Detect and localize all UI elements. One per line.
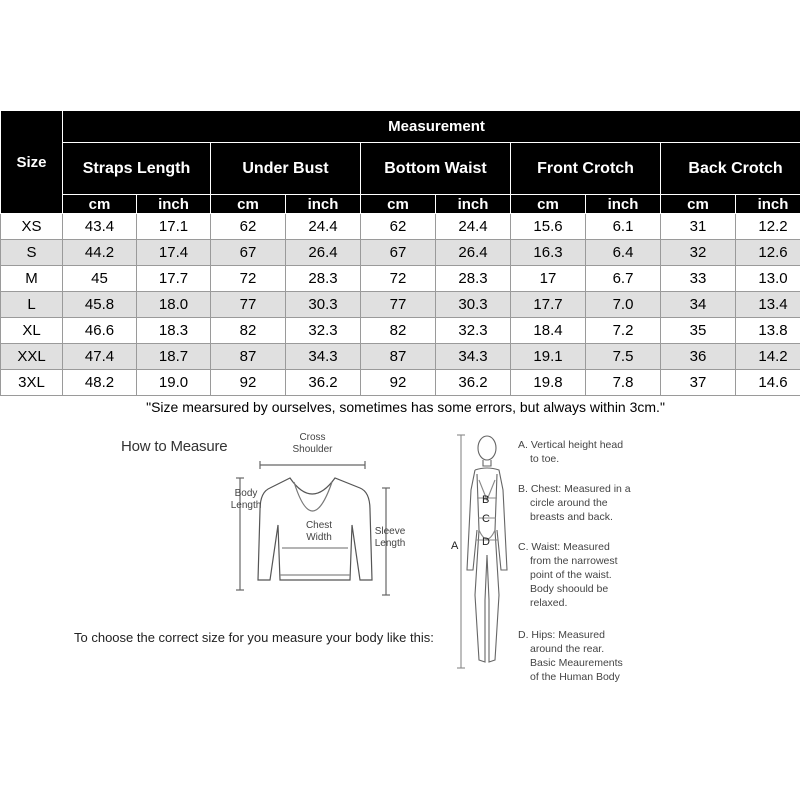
value-cell: 13.4 bbox=[736, 292, 800, 318]
size-cell: S bbox=[1, 240, 63, 266]
value-cell: 7.8 bbox=[586, 370, 661, 396]
value-cell: 45 bbox=[63, 266, 137, 292]
value-cell: 34 bbox=[661, 292, 736, 318]
cross-shoulder-label: Cross Shoulder bbox=[292, 432, 333, 455]
value-cell: 62 bbox=[211, 214, 286, 240]
value-cell: 17.7 bbox=[137, 266, 211, 292]
value-cell: 26.4 bbox=[436, 240, 511, 266]
measurement-note: "Size mearsured by ourselves, sometimes has some errors, but always within 3cm." bbox=[1, 396, 800, 418]
value-cell: 17.7 bbox=[511, 292, 586, 318]
unit-inch-header: inch bbox=[436, 195, 511, 214]
table-row bbox=[1, 370, 800, 396]
table-row bbox=[1, 240, 800, 266]
value-cell: 45.8 bbox=[63, 292, 137, 318]
value-cell: 92 bbox=[211, 370, 286, 396]
unit-cm-header: cm bbox=[63, 195, 137, 214]
value-cell: 6.4 bbox=[586, 240, 661, 266]
value-cell: 14.6 bbox=[736, 370, 800, 396]
unit-inch-header: inch bbox=[586, 195, 661, 214]
value-cell: 6.1 bbox=[586, 214, 661, 240]
value-cell: 12.6 bbox=[736, 240, 800, 266]
value-cell: 92 bbox=[361, 370, 436, 396]
legend-a: A. Vertical height head to toe. bbox=[518, 439, 624, 465]
size-chart-table bbox=[0, 110, 800, 418]
chest-width-label: Chest Width bbox=[305, 520, 333, 543]
unit-cm-header: cm bbox=[211, 195, 286, 214]
value-cell: 46.6 bbox=[63, 318, 137, 344]
value-cell: 67 bbox=[361, 240, 436, 266]
value-cell: 24.4 bbox=[436, 214, 511, 240]
value-cell: 32.3 bbox=[436, 318, 511, 344]
size-cell: XS bbox=[1, 214, 63, 240]
figure-letter-c: C bbox=[482, 513, 490, 525]
value-cell: 82 bbox=[211, 318, 286, 344]
unit-inch-header: inch bbox=[736, 195, 800, 214]
value-cell: 36.2 bbox=[436, 370, 511, 396]
value-cell: 62 bbox=[361, 214, 436, 240]
body-figure-illustration bbox=[445, 430, 525, 680]
value-cell: 19.0 bbox=[137, 370, 211, 396]
value-cell: 87 bbox=[361, 344, 436, 370]
value-cell: 77 bbox=[361, 292, 436, 318]
value-cell: 32.3 bbox=[286, 318, 361, 344]
legend-c: C. Waist: Measured from the narrowest point of the waist. Body shoould be relaxed. bbox=[518, 541, 618, 609]
figure-letter-b: B bbox=[482, 494, 490, 506]
value-cell: 12.2 bbox=[736, 214, 800, 240]
legend-d: D. Hips: Measured around the rear. Basic Meaurements of the Human Body bbox=[518, 629, 623, 683]
value-cell: 19.1 bbox=[511, 344, 586, 370]
value-cell: 7.0 bbox=[586, 292, 661, 318]
value-cell: 28.3 bbox=[286, 266, 361, 292]
value-cell: 18.0 bbox=[137, 292, 211, 318]
value-cell: 36 bbox=[661, 344, 736, 370]
value-cell: 17 bbox=[511, 266, 586, 292]
value-cell: 13.0 bbox=[736, 266, 800, 292]
table-row bbox=[1, 318, 800, 344]
value-cell: 87 bbox=[211, 344, 286, 370]
value-cell: 34.3 bbox=[286, 344, 361, 370]
value-cell: 24.4 bbox=[286, 214, 361, 240]
value-cell: 18.7 bbox=[137, 344, 211, 370]
value-cell: 6.7 bbox=[586, 266, 661, 292]
group-header: Front Crotch bbox=[511, 143, 661, 195]
value-cell: 26.4 bbox=[286, 240, 361, 266]
value-cell: 48.2 bbox=[63, 370, 137, 396]
value-cell: 31 bbox=[661, 214, 736, 240]
group-header: Under Bust bbox=[211, 143, 361, 195]
table-row bbox=[1, 344, 800, 370]
unit-cm-header: cm bbox=[661, 195, 736, 214]
size-cell: M bbox=[1, 266, 63, 292]
value-cell: 82 bbox=[361, 318, 436, 344]
value-cell: 28.3 bbox=[436, 266, 511, 292]
value-cell: 34.3 bbox=[436, 344, 511, 370]
value-cell: 35 bbox=[661, 318, 736, 344]
value-cell: 44.2 bbox=[63, 240, 137, 266]
value-cell: 14.2 bbox=[736, 344, 800, 370]
table-row bbox=[1, 292, 800, 318]
choose-size-text: To choose the correct size for you measure your body like this: bbox=[74, 630, 434, 645]
figure-letter-a: A bbox=[451, 540, 459, 552]
value-cell: 7.5 bbox=[586, 344, 661, 370]
value-cell: 18.3 bbox=[137, 318, 211, 344]
unit-inch-header: inch bbox=[137, 195, 211, 214]
group-header: Back Crotch bbox=[661, 143, 800, 195]
value-cell: 67 bbox=[211, 240, 286, 266]
size-cell: XL bbox=[1, 318, 63, 344]
value-cell: 37 bbox=[661, 370, 736, 396]
value-cell: 47.4 bbox=[63, 344, 137, 370]
legend-b: B. Chest: Measured in a circle around the breasts and back. bbox=[518, 483, 631, 523]
value-cell: 17.4 bbox=[137, 240, 211, 266]
size-header: Size bbox=[1, 111, 63, 214]
value-cell: 15.6 bbox=[511, 214, 586, 240]
table-row bbox=[1, 214, 800, 240]
value-cell: 33 bbox=[661, 266, 736, 292]
size-cell: 3XL bbox=[1, 370, 63, 396]
guide-title: How to Measure bbox=[121, 438, 228, 455]
sleeve-length-label: Sleeve Length bbox=[374, 526, 406, 549]
group-header: Bottom Waist bbox=[361, 143, 511, 195]
value-cell: 19.8 bbox=[511, 370, 586, 396]
value-cell: 13.8 bbox=[736, 318, 800, 344]
unit-inch-header: inch bbox=[286, 195, 361, 214]
value-cell: 32 bbox=[661, 240, 736, 266]
value-cell: 7.2 bbox=[586, 318, 661, 344]
value-cell: 36.2 bbox=[286, 370, 361, 396]
size-cell: L bbox=[1, 292, 63, 318]
size-cell: XXL bbox=[1, 344, 63, 370]
value-cell: 77 bbox=[211, 292, 286, 318]
group-header: Straps Length bbox=[63, 143, 211, 195]
value-cell: 16.3 bbox=[511, 240, 586, 266]
table-row bbox=[1, 266, 800, 292]
unit-cm-header: cm bbox=[511, 195, 586, 214]
value-cell: 17.1 bbox=[137, 214, 211, 240]
value-cell: 43.4 bbox=[63, 214, 137, 240]
figure-letter-d: D bbox=[482, 536, 490, 548]
measure-guide bbox=[0, 430, 800, 800]
unit-cm-header: cm bbox=[361, 195, 436, 214]
value-cell: 72 bbox=[211, 266, 286, 292]
value-cell: 72 bbox=[361, 266, 436, 292]
body-length-label: Body Length bbox=[230, 488, 262, 511]
value-cell: 30.3 bbox=[436, 292, 511, 318]
measurement-header: Measurement bbox=[63, 111, 800, 143]
value-cell: 18.4 bbox=[511, 318, 586, 344]
value-cell: 30.3 bbox=[286, 292, 361, 318]
